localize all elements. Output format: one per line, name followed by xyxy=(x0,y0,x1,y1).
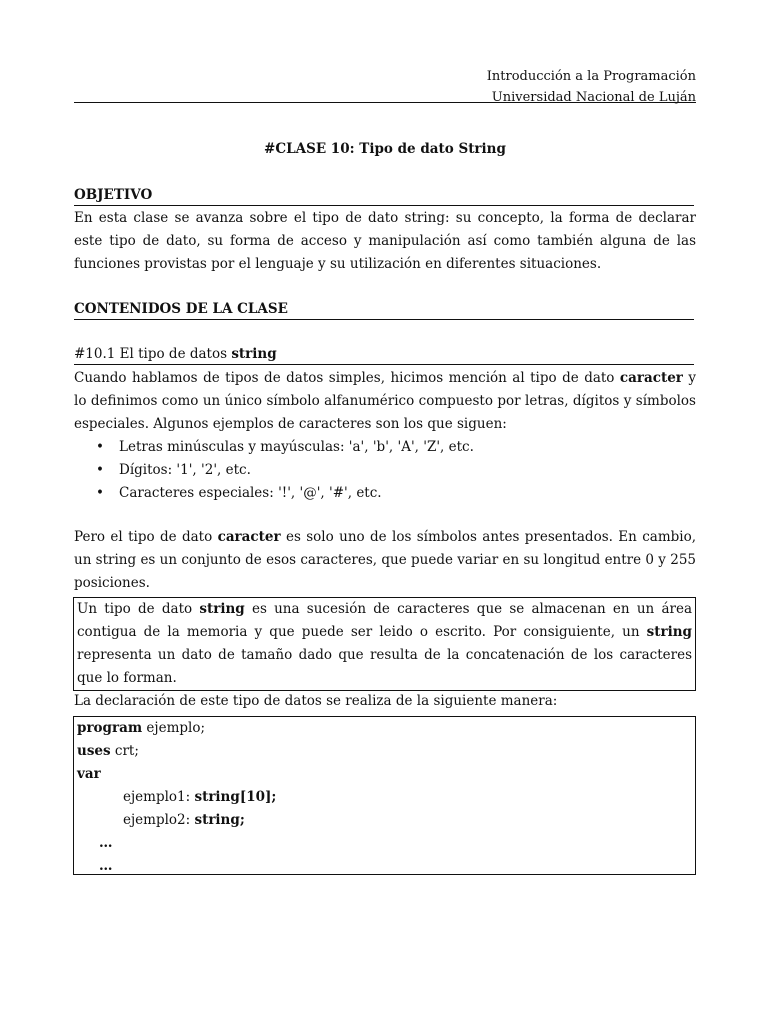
paragraph-caracter-part1: Cuando hablamos de tipos de datos simples, hicimos mención al tipo de dato xyxy=(74,370,620,386)
list-item xyxy=(74,459,696,482)
code-keyword: program xyxy=(77,720,143,736)
code-type: string[10]; xyxy=(194,789,277,805)
paragraph-caracter-part2: y lo definimos como un único símbolo alfanumérico compuesto por letras, dígitos y símbolos especiales. Algunos ejemplos de caracteres son los que siguen: xyxy=(74,370,696,432)
list-item-text: Letras minúsculas y mayúsculas: 'a', 'b', 'A', 'Z', etc. xyxy=(119,439,474,455)
definition-box xyxy=(73,597,696,691)
code-ellipsis: … xyxy=(99,858,113,874)
code-text: crt; xyxy=(110,743,139,759)
code-line xyxy=(77,763,692,786)
list-item-text: Dígitos: '1', '2', etc. xyxy=(119,462,251,478)
header-university: Universidad Nacional de Luján xyxy=(491,90,696,105)
paragraph-caracter-bold: caracter xyxy=(619,370,683,386)
code-ellipsis: … xyxy=(99,835,113,851)
paragraph-declaration: La declaración de este tipo de datos se realiza de la siguiente manera: xyxy=(74,693,558,709)
paragraph-string-part1: Pero el tipo de dato xyxy=(74,529,218,545)
code-line xyxy=(77,717,692,740)
paragraph-string-bold: caracter xyxy=(217,529,281,545)
section-10-1-heading xyxy=(74,345,694,365)
section-10-1-heading-bold: string xyxy=(231,346,277,362)
paragraph-string-intro xyxy=(74,526,696,595)
code-text: ejemplo2: xyxy=(123,812,195,828)
header-divider xyxy=(74,102,696,103)
list-item xyxy=(74,482,696,505)
code-line xyxy=(77,786,692,809)
definition-part1: Un tipo de dato xyxy=(77,601,200,617)
section-10-1-heading-prefix: #10.1 El tipo de datos xyxy=(74,346,232,362)
bullet-icon: • xyxy=(96,439,104,455)
bullet-icon: • xyxy=(96,462,104,478)
code-text: ejemplo1: xyxy=(123,789,195,805)
code-line xyxy=(77,809,692,832)
page-title: #CLASE 10: Tipo de dato String xyxy=(264,141,506,157)
code-text: ejemplo; xyxy=(142,720,206,736)
objetivo-heading: OBJETIVO xyxy=(74,186,694,206)
paragraph-caracter xyxy=(74,367,696,436)
code-line xyxy=(77,855,692,878)
list-item-text: Caracteres especiales: '!', '@', '#', etc. xyxy=(119,485,382,501)
code-line xyxy=(77,832,692,855)
list-item xyxy=(74,436,696,459)
bullet-icon: • xyxy=(96,485,104,501)
definition-bold2: string xyxy=(646,624,692,640)
definition-bold1: string xyxy=(199,601,245,617)
definition-part3: representa un dato de tamaño dado que resulta de la concatenación de los caracteres que lo forman. xyxy=(77,647,692,686)
definition-part2: es una sucesión de caracteres que se almacenan en un área contigua de la memoria y que puede ser leido o escrito. Por consiguiente, un xyxy=(77,601,693,640)
code-block xyxy=(73,716,696,875)
contenidos-heading: CONTENIDOS DE LA CLASE xyxy=(74,300,694,320)
header-course: Introducción a la Programación xyxy=(486,69,696,84)
code-keyword: var xyxy=(77,766,101,782)
code-line xyxy=(77,740,692,763)
examples-list xyxy=(74,436,696,505)
code-type: string; xyxy=(194,812,245,828)
code-keyword: uses xyxy=(77,743,111,759)
objetivo-text: En esta clase se avanza sobre el tipo de dato string: su concepto, la forma de declarar este tipo de dato, su forma de acceso y manipulación así como también alguna de las funciones provistas por el lenguaje y su utilización en diferentes situaciones. xyxy=(74,210,696,272)
paragraph-string-part2: es solo uno de los símbolos antes presentados. En cambio, un string es un conjunto de esos caracteres, que puede variar en su longitud entre 0 y 255 posiciones. xyxy=(74,529,696,591)
